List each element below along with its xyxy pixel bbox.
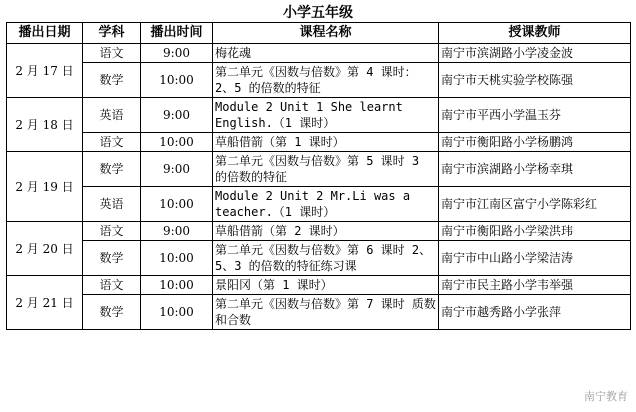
teacher-cell: 南宁市中山路小学梁洁涛 (439, 241, 631, 276)
header-time: 播出时间 (141, 23, 213, 44)
teacher-cell: 南宁市越秀路小学张萍 (439, 295, 631, 330)
page-title: 小学五年级 (283, 5, 353, 21)
table-row (7, 187, 631, 222)
table-row (7, 133, 631, 152)
course-cell: 第二单元《因数与倍数》第 5 课时 3 的倍数的特征 (213, 152, 439, 187)
teacher-cell: 南宁市滨湖路小学杨幸琪 (439, 152, 631, 187)
subject-cell: 数学 (83, 295, 141, 330)
header-subject: 学科 (83, 23, 141, 44)
course-cell: 草船借箭（第 2 课时） (213, 222, 439, 241)
table-header-row (7, 23, 631, 44)
course-cell: 景阳冈（第 1 课时） (213, 276, 439, 295)
time-cell: 10:00 (141, 187, 213, 222)
subject-cell: 英语 (83, 98, 141, 133)
teacher-cell: 南宁市衡阳路小学梁洪玮 (439, 222, 631, 241)
header-teacher: 授课教师 (439, 23, 631, 44)
course-cell: 草船借箭（第 1 课时） (213, 133, 439, 152)
course-cell: 第二单元《因数与倍数》第 6 课时 2、5、3 的倍数的特征练习课 (213, 241, 439, 276)
course-cell: 梅花魂 (213, 44, 439, 63)
time-cell: 10:00 (141, 241, 213, 276)
teacher-cell: 南宁市衡阳路小学杨鹏鸿 (439, 133, 631, 152)
subject-cell: 数学 (83, 152, 141, 187)
table-row (7, 44, 631, 63)
table-row (7, 276, 631, 295)
course-cell: Module 2 Unit 1 She learnt English.（1 课时） (213, 98, 439, 133)
header-date: 播出日期 (7, 23, 83, 44)
subject-cell: 语文 (83, 44, 141, 63)
header-course: 课程名称 (213, 23, 439, 44)
date-cell: 2 月 20 日 (7, 222, 83, 276)
table-row (7, 98, 631, 133)
course-cell: Module 2 Unit 2 Mr.Li was a teacher.（1 课时） (213, 187, 439, 222)
subject-cell: 数学 (83, 63, 141, 98)
teacher-cell: 南宁市平西小学温玉芬 (439, 98, 631, 133)
time-cell: 10:00 (141, 276, 213, 295)
course-cell: 第二单元《因数与倍数》第 4 课时： 2、5 的倍数的特征 (213, 63, 439, 98)
time-cell: 9:00 (141, 44, 213, 63)
date-cell: 2 月 18 日 (7, 98, 83, 152)
time-cell: 9:00 (141, 98, 213, 133)
schedule-table (6, 22, 631, 330)
teacher-cell: 南宁市江南区富宁小学陈彩红 (439, 187, 631, 222)
table-row (7, 152, 631, 187)
subject-cell: 语文 (83, 222, 141, 241)
time-cell: 9:00 (141, 152, 213, 187)
teacher-cell: 南宁市天桃实验学校陈强 (439, 63, 631, 98)
table-row (7, 295, 631, 330)
subject-cell: 语文 (83, 133, 141, 152)
course-cell: 第二单元《因数与倍数》第 7 课时 质数和合数 (213, 295, 439, 330)
table-row (7, 222, 631, 241)
date-cell: 2 月 19 日 (7, 152, 83, 222)
time-cell: 10:00 (141, 133, 213, 152)
teacher-cell: 南宁市滨湖路小学凌金波 (439, 44, 631, 63)
watermark: 南宁教育 (584, 390, 628, 403)
time-cell: 10:00 (141, 63, 213, 98)
date-cell: 2 月 17 日 (7, 44, 83, 98)
table-row (7, 241, 631, 276)
teacher-cell: 南宁市民主路小学韦举强 (439, 276, 631, 295)
subject-cell: 数学 (83, 241, 141, 276)
time-cell: 10:00 (141, 295, 213, 330)
table-row (7, 63, 631, 98)
time-cell: 9:00 (141, 222, 213, 241)
subject-cell: 英语 (83, 187, 141, 222)
subject-cell: 语文 (83, 276, 141, 295)
date-cell: 2 月 21 日 (7, 276, 83, 330)
